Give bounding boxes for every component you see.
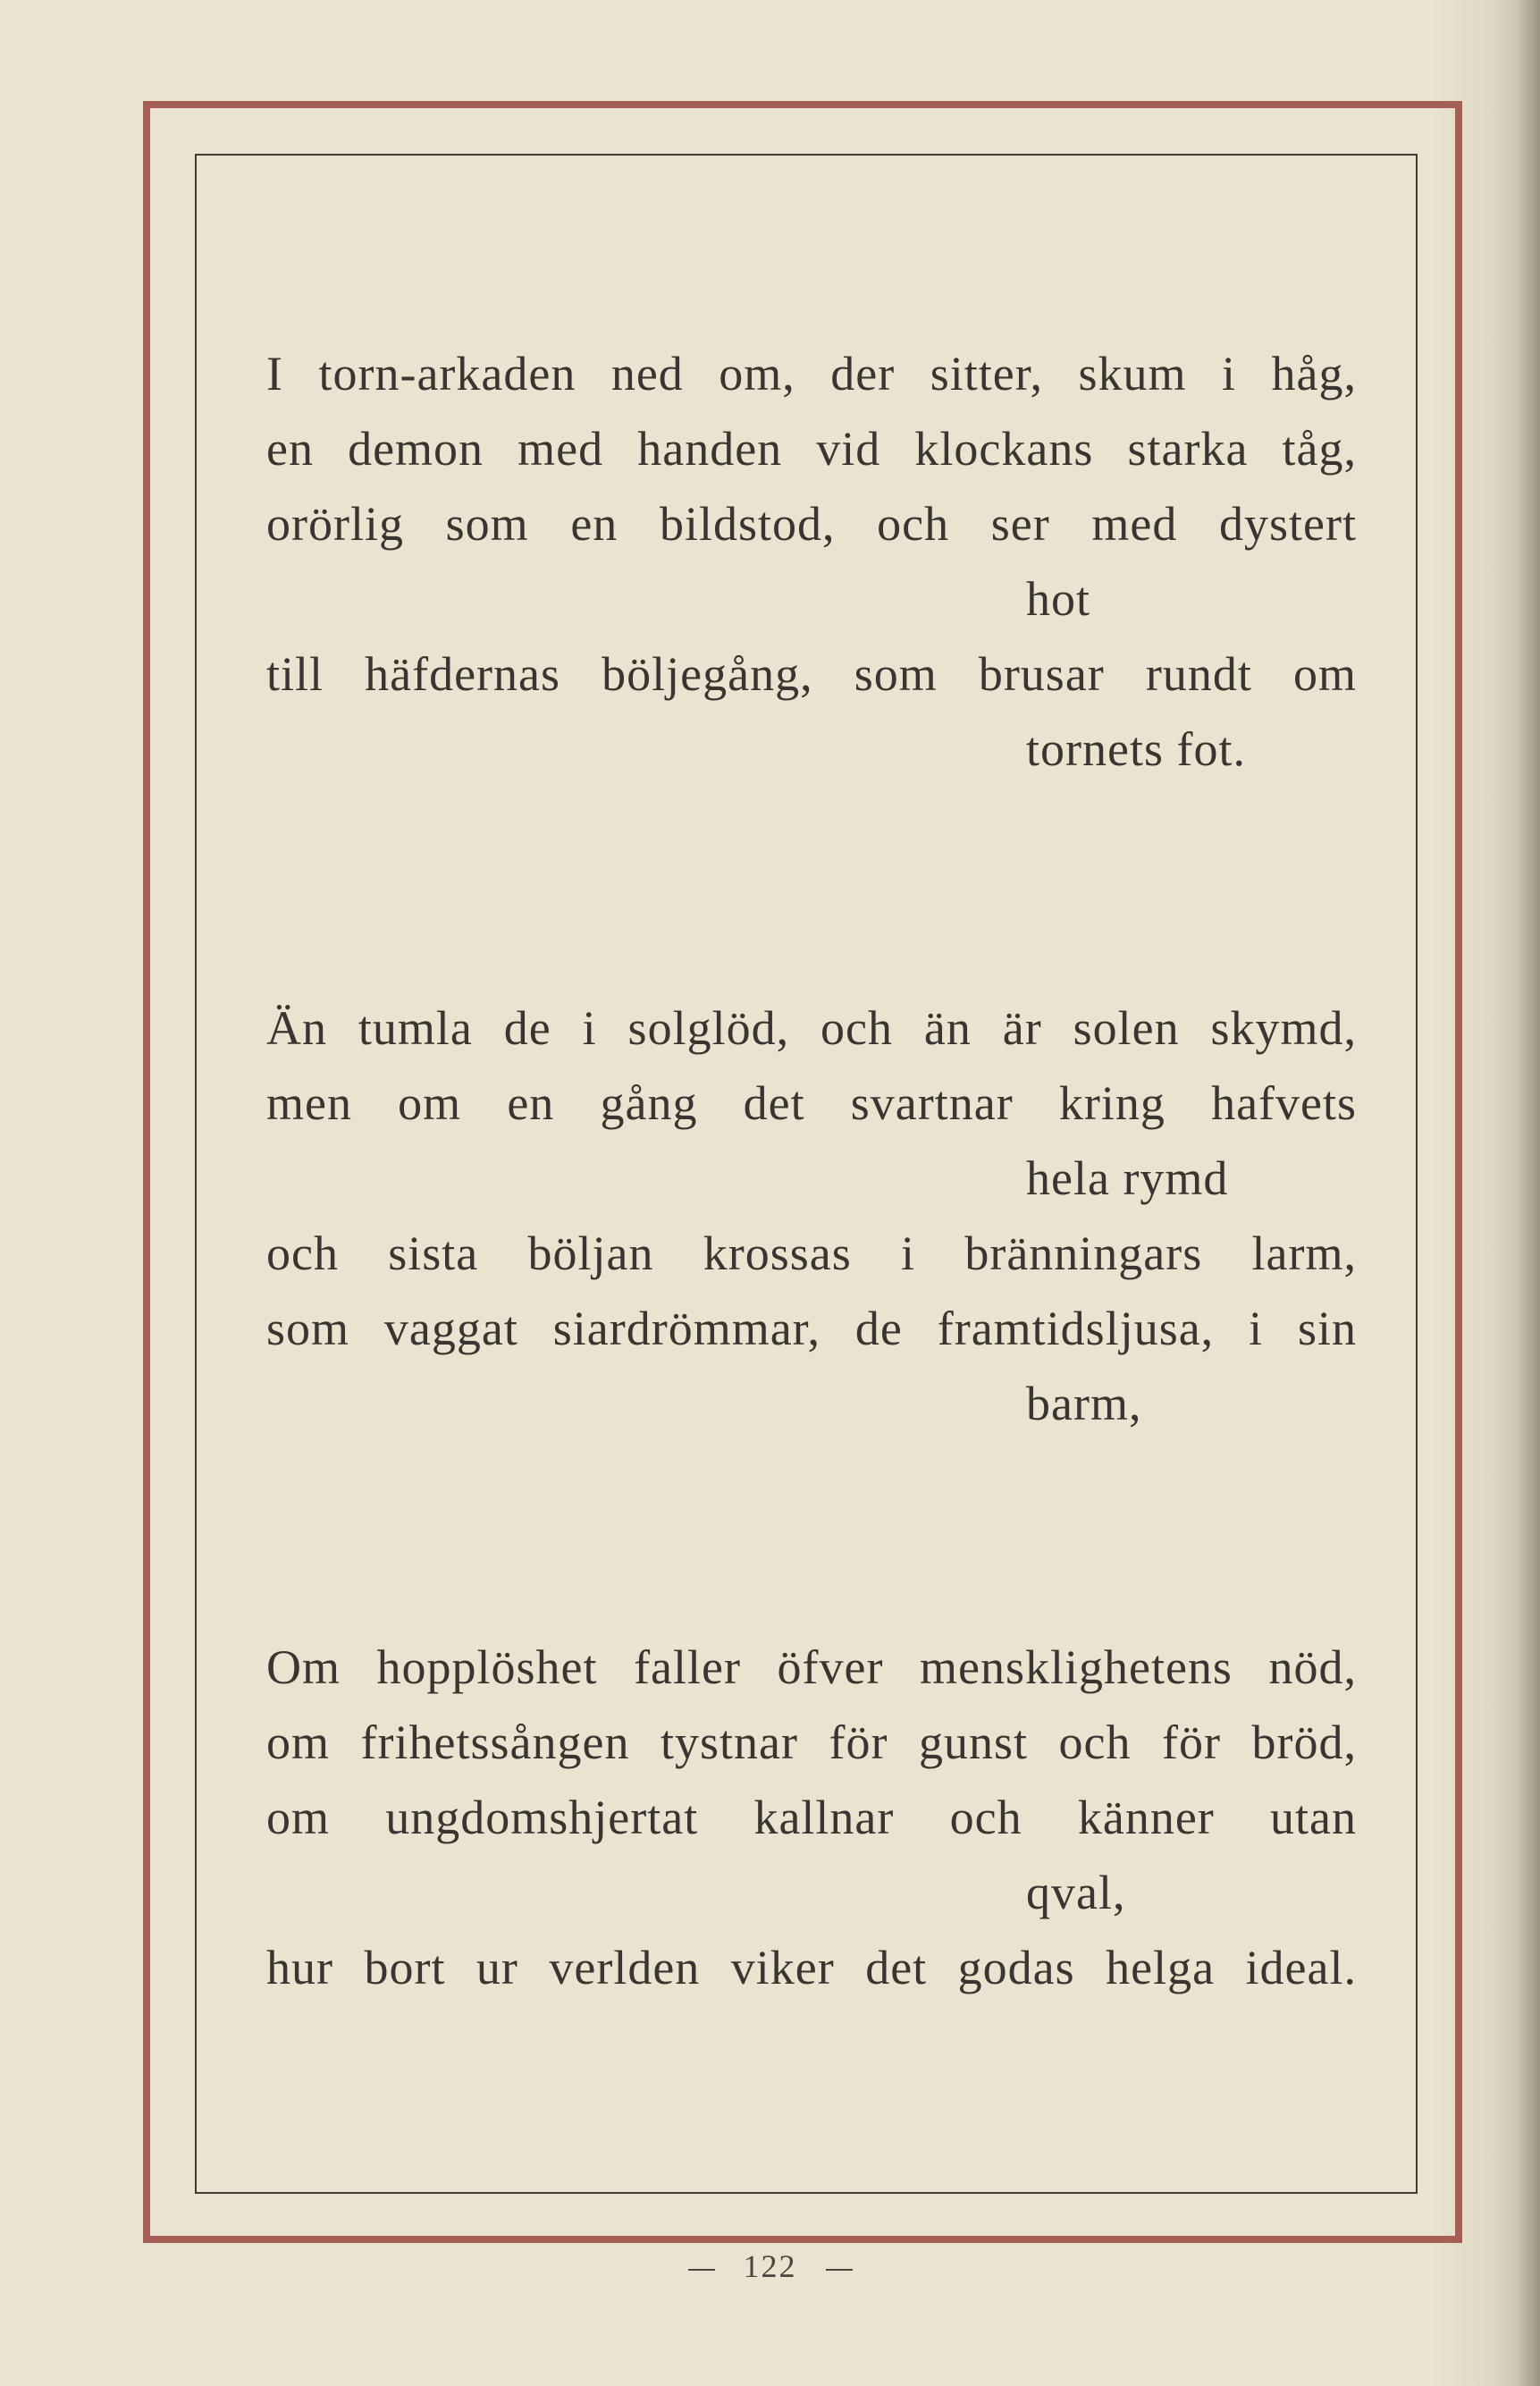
verse-line-turnover: tornets fot. xyxy=(1026,722,1246,776)
verse-line: en demon med handen vid klockans starka tåg, xyxy=(266,422,1357,476)
verse-line: om ungdomshjertat kallnar och känner utan xyxy=(266,1791,1357,1844)
verse-line: Än tumla de i solglöd, och än är solen skymd, xyxy=(266,1001,1357,1055)
verse-line: I torn-arkaden ned om, der sitter, skum i håg, xyxy=(266,347,1357,400)
verse-line: men om en gång det svartnar kring hafvets xyxy=(266,1076,1357,1130)
dash-left xyxy=(688,2269,715,2271)
stanza-2 xyxy=(266,991,1357,1441)
verse-line: till häfdernas böljegång, som brusar rundt om xyxy=(266,647,1357,701)
verse-line: och sista böljan krossas i bränningars larm, xyxy=(266,1227,1357,1280)
verse-line: hur bort ur verlden viker det godas helga ideal. xyxy=(266,1941,1357,1994)
verse-line-turnover: qval, xyxy=(1026,1866,1126,1919)
page-edge-shadow xyxy=(1517,0,1540,2386)
verse-line-turnover: hot xyxy=(1026,572,1091,626)
stanza-1 xyxy=(266,336,1357,787)
page-number: 122 xyxy=(743,2248,797,2284)
verse-line: Om hopplöshet faller öfver mensklighetens nöd, xyxy=(266,1640,1357,1694)
stanza-3 xyxy=(266,1630,1357,2005)
verse-line-turnover: hela rymd xyxy=(1026,1151,1229,1205)
verse-line: om frihetssången tystnar för gunst och för bröd, xyxy=(266,1716,1357,1769)
dash-right xyxy=(826,2269,853,2271)
verse-line-turnover: barm, xyxy=(1026,1377,1142,1430)
verse-line: orörlig som en bildstod, och ser med dystert xyxy=(266,497,1357,551)
verse-line: som vaggat siardrömmar, de framtidsljusa, i sin xyxy=(266,1302,1357,1355)
page-number-footer xyxy=(0,2247,1540,2285)
